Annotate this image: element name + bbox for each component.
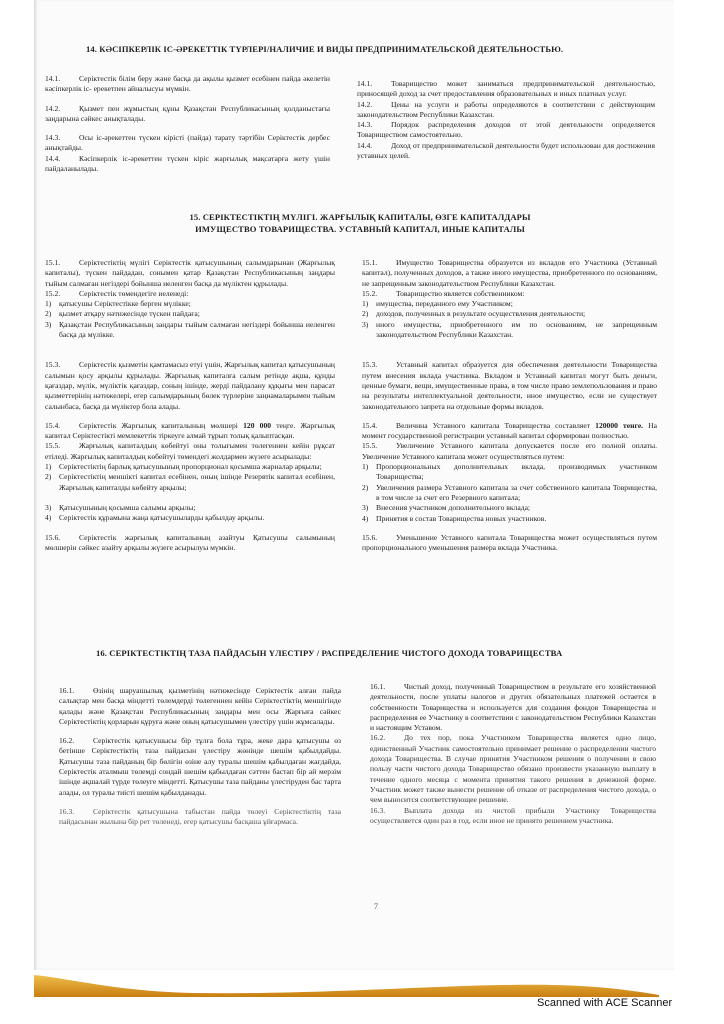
ru-15-3: 15.3. Уставный капитал образуется для обеспечения деятельности Товарищества путем внесения вклада участника. Вкладом в Уставный капитал могут быть деньги, ценные бумаги, вещи, имущественные права, в том числе право землепользования и право на результаты интеллектуальной деятельности, иное имущество, если не существует законодательного запрета на отдельные формы вкладов.: [362, 360, 657, 411]
section-14-kz-column: [45, 74, 330, 174]
section-15-kz-column: [45, 258, 335, 553]
kz-16-1: 16.1. Өзінің шаруашылық қызметінің нәтижесінде Серіктестік алған пайда салықтар мен басқа міндетті төлемдерді төлегеннен кейін Серіктестіктің меншігінде қалады және Қазақстан Республикасының заңдары мен осы Жарғыға сәйкес Серіктестіктің қорларын құруға және оның қатысушымен үлестіру үшін жұмсалады.: [59, 686, 341, 726]
ru-16-1: 16.1. Чистый доход, полученный Товариществом в результате его хозяйственной деятельности, после уплаты налогов и других обязательных платежей остается в собственности Товарищества и используется для создания фондов Товарищества и распределения ее Участнику в соответствии с законодательством Республики Казахстан и настоящим Уставом.: [370, 682, 656, 733]
section-14-title: 14. КӘСІПКЕРЛІК ІС-ӘРЕКЕТТІК ТҮРЛЕРІ/НАЛИЧИЕ И ВИДЫ ПРЕДПРИНИМАТЕЛЬСКОЙ ДЕЯТЕЛЬНОСТЬЮ.: [86, 44, 564, 54]
kz-15-2-item: 1) қатысушы Серіктестікке берген мүлікке;: [45, 299, 191, 309]
kz-15-5-item: 4) Серіктестік құрамына жаңа қатысушыларды қабылдау арқылы.: [45, 513, 265, 523]
kz-15-4: 15.4. Серіктестік Жарғылық капиталының мөлшері 120 000 теңге. Жарғылық капитал Серіктестікті мемлекеттік тіркеуге алмай тұрып толық қалыптасқан.: [45, 420, 335, 441]
scanner-watermark: Scanned with ACE Scanner: [537, 997, 673, 1009]
kz-15-2-item: 3) Қазақстан Республикасының заңдары тыйым салмаған негіздері бойынша иеленген басқа да мүлікке.: [45, 319, 335, 340]
kz-14-4: 14.4. Кәсіпкерлік іс-әрекеттен түскен кіріс жарғылық мақсатарға жету үшін пайдаланылады.: [45, 153, 330, 174]
section-16-kz-column: [59, 686, 341, 828]
ru-15-2: 15.2. Товарищество является собственником:: [362, 288, 525, 298]
ru-16-2: 16.2. До тех пор, пока Участником Товарищества является одно лицо, единственный Участник самостоятельно принимает решение о распределении чистого дохода Товарищества. В случае принятия Участником решения о получении в свою пользу части чистого дохода Товарищество обязано произвести указанную выплату в течение одного месяца с момента принятия такого решения в денежной форме. Участник может также вынести решение об отказе от распределения чистого дохода, о чем выносится соответствующее решение.: [370, 733, 656, 805]
section-16-ru-column: [370, 682, 656, 826]
kz-14-1: 14.1. Серіктестік білім беру және басқа да ақылы қызмет есебінен пайда әкелетін кәсіпкерлік іс- ерекетпен айналысуы мүмкін.: [45, 74, 330, 94]
ru-15-5: 15.5. Увеличение Уставного капитала допускается после его полной оплаты. Увеличение Уставного капитала может осуществляться путем:: [362, 441, 657, 461]
section-15-ru-column: [362, 258, 657, 553]
orange-edge-shape: [34, 975, 659, 997]
kz-15-5-item: 1) Серіктестіктің барлық қатысушының пропорционал қосымша жарналар арқылы;: [45, 462, 322, 472]
section-14-ru-column: [357, 79, 655, 161]
section-15-title-ru: ИМУЩЕСТВО ТОВАРИЩЕСТВА. УСТАВНЫЙ КАПИТАЛ, ИНЫЕ КАПИТАЛЫ: [195, 224, 525, 234]
kz-15-5-item: 2) Серіктестіктің меншікті капитал есебінен, оның ішінде Резервтік капитал есебінен, Жарғылық капиталды көбейту арқылы;: [45, 472, 335, 492]
ru-14-2: 14.2. Цены на услуги и работы определяются в соответствии с действующим законодательством Республики Казахстан.: [357, 99, 655, 119]
kz-14-2: 14.2. Қызмет пен жұмыстың құны Қазақстан Республикасының қолданыстағы заңдарына сәйкес анықталады.: [45, 103, 330, 123]
kz-16-2: 16.2. Серіктестік қатысушысы бір тұлға бола тұра, жеке дара қатысушы өз бетінше Серіктестіктің таза пайдасын үлестіру жөнінде шешім қабылдайды. Қатысушы таза пайданың бір бөлігін өзіне алу туралы шешім қабылдаған жағдайда, Серіктестік аталмыш төлемді сондай шешім қабылдаған сәттен бастап бір ай мерзім ішінде ақшалай түрде төлеуге міндетті. Қатысушы таза пайданы үлестіруден бас тарта алады, ол туралы тиісті шешім қабылданады.: [59, 736, 341, 797]
kz-15-1: 15.1. Серіктестіктің мүлігі Серіктестік қатысушының салымдарынан (Жарғылық капиталы), түскен пайдадан, сонымен қатар Қазақстан Республикасының заңдары тыйым салмаған негіздері бойынша иеленген басқа да мүліктен құрылады.: [45, 258, 335, 288]
kz-15-3: 15.3. Серіктестік қызметін қамтамасыз етуі үшін, Жарғылық капитал қатысушының салымын қосу арқылы құрылады. Жарғылық капиталға салым ретінде ақша, құнды қағаздар, мүлік, мүліктік қағаздар, соның ішінде, жерді пайдалану құқығы мен парасат қызметтерінің нәтижелері, егер салымдарының бөлек түрлеріне заңнамаларымен тыйым салынбаса, басқа да мүліктер бола алады.: [45, 360, 335, 411]
ru-15-5-item: 2) Увеличения размера Уставного капитала за счет собственного капитала Товрищества, в том числе за счет его Резервного капитала;: [362, 482, 657, 502]
ru-15-6: 15.6. Уменьшение Уставного капитала Товарищества может осуществляться путем пропорционального уменьшения размера вклада Участника.: [362, 532, 657, 553]
kz-capital-amount: 120 000: [243, 420, 272, 430]
ru-15-5-item: 4) Принятия в состав Товарищества новых участников.: [362, 513, 547, 523]
kz-14-3: 14.3. Осы іс-әрекеттен түскен кірісті (пайда) тарату тәртібін Серіктестік дербес анықтайды.: [45, 133, 330, 153]
ru-capital-amount: 120000 тенге.: [595, 420, 644, 430]
section-15-title-kz: 15. СЕРІКТЕСТІКТІҢ МҮЛІГІ. ЖАРҒЫЛЫҚ КАПИТАЛЫ, ӨЗГЕ КАПИТАЛДАРЫ: [189, 212, 531, 222]
kz-15-2: 15.2. Серіктестік төмендегіге иеленеді:: [45, 288, 189, 298]
kz-15-5: 15.5. Жарғылық капиталдың көбейтуі оны толығымен төлегеннен кейін рұқсат етіледі. Жарғылық капиталдың көбейтуі төмендегі жолдармен жүзеге асырылады:: [45, 441, 335, 461]
ru-16-3: 16.3. Выплата дохода из чистой прибыли Участнику Товарищества осуществляется один раз в год, если иное не принято решением участника.: [370, 805, 656, 825]
ru-15-2-item: 2) доходов, полученных в результате осуществления деятельности;: [362, 309, 586, 319]
ru-14-1: 14.1. Товарищество может заниматься предпринимательской деятельностью, приносящей доход за счет предоставления образовательных и иных платных услуг.: [357, 79, 655, 99]
ru-14-4: 14.4. Доход от предпринимательской деятельности будет использован для достижения уставных целей.: [357, 140, 655, 161]
ru-15-5-item: 1) Пропорциональных дополнительных вклада, производимых участником Товарищества;: [362, 462, 657, 482]
kz-15-5-item: 3) Қатысушының қосымша салымы арқылы;: [45, 502, 196, 512]
ru-14-3: 14.3. Порядок распределения доходов от этой деятельности определяется Товариществом самостоятельно.: [357, 120, 655, 140]
kz-15-6: 15.6. Серіктестік жарғылық капиталының азайтуы Қатысушы салымының мөлшерін сәйкес азайту арқылы жүзеге асырылуы мүмкін.: [45, 532, 335, 552]
kz-15-2-item: 2) қызмет атқару нәтижесінде түскен пайдаға;: [45, 309, 200, 319]
kz-16-3: 16.3. Серіктестік қатысушына табыстан пайда төлеуі Серіктестіктің таза пайдасынан жылына бір рет төленеді, егер қатысушы басқаша ұйғармаса.: [59, 806, 341, 827]
ru-15-4: 15.4. Величина Уставного капитала Товарищества составляет 120000 тенге. На момент государственной регистрации уставный капитал сформирован полностью.: [362, 420, 658, 441]
ru-15-5-item: 3) Внесения участником дополнительного вклада;: [362, 503, 531, 513]
ru-15-1: 15.1. Имущество Товарищества образуется из вкладов его Участника (Уставный капитал), полученных доходов, а также иного имущества, приобретенного по основаниям, не запрещенным законодательством Республики Казахстан.: [362, 258, 657, 288]
page-number: 7: [374, 902, 378, 911]
ru-15-2-item: 1) имущества, переданного ему Участником;: [362, 299, 513, 309]
ru-15-2-item: 3) иного имущества, приобретенного им по основаниям, не запрещенным законодательством Республики Казахстан.: [362, 319, 657, 340]
scan-edge-shadow: [34, 0, 38, 970]
section-16-title: 16. СЕРІКТЕСТІКТІҢ ТАЗА ПАЙДАСЫН ҮЛЕСТІРУ / РАСПРЕДЕЛЕНИЕ ЧИСТОГО ДОХОДА ТОВАРИЩЕСТВА: [96, 648, 563, 658]
section-15-title: [130, 211, 590, 235]
